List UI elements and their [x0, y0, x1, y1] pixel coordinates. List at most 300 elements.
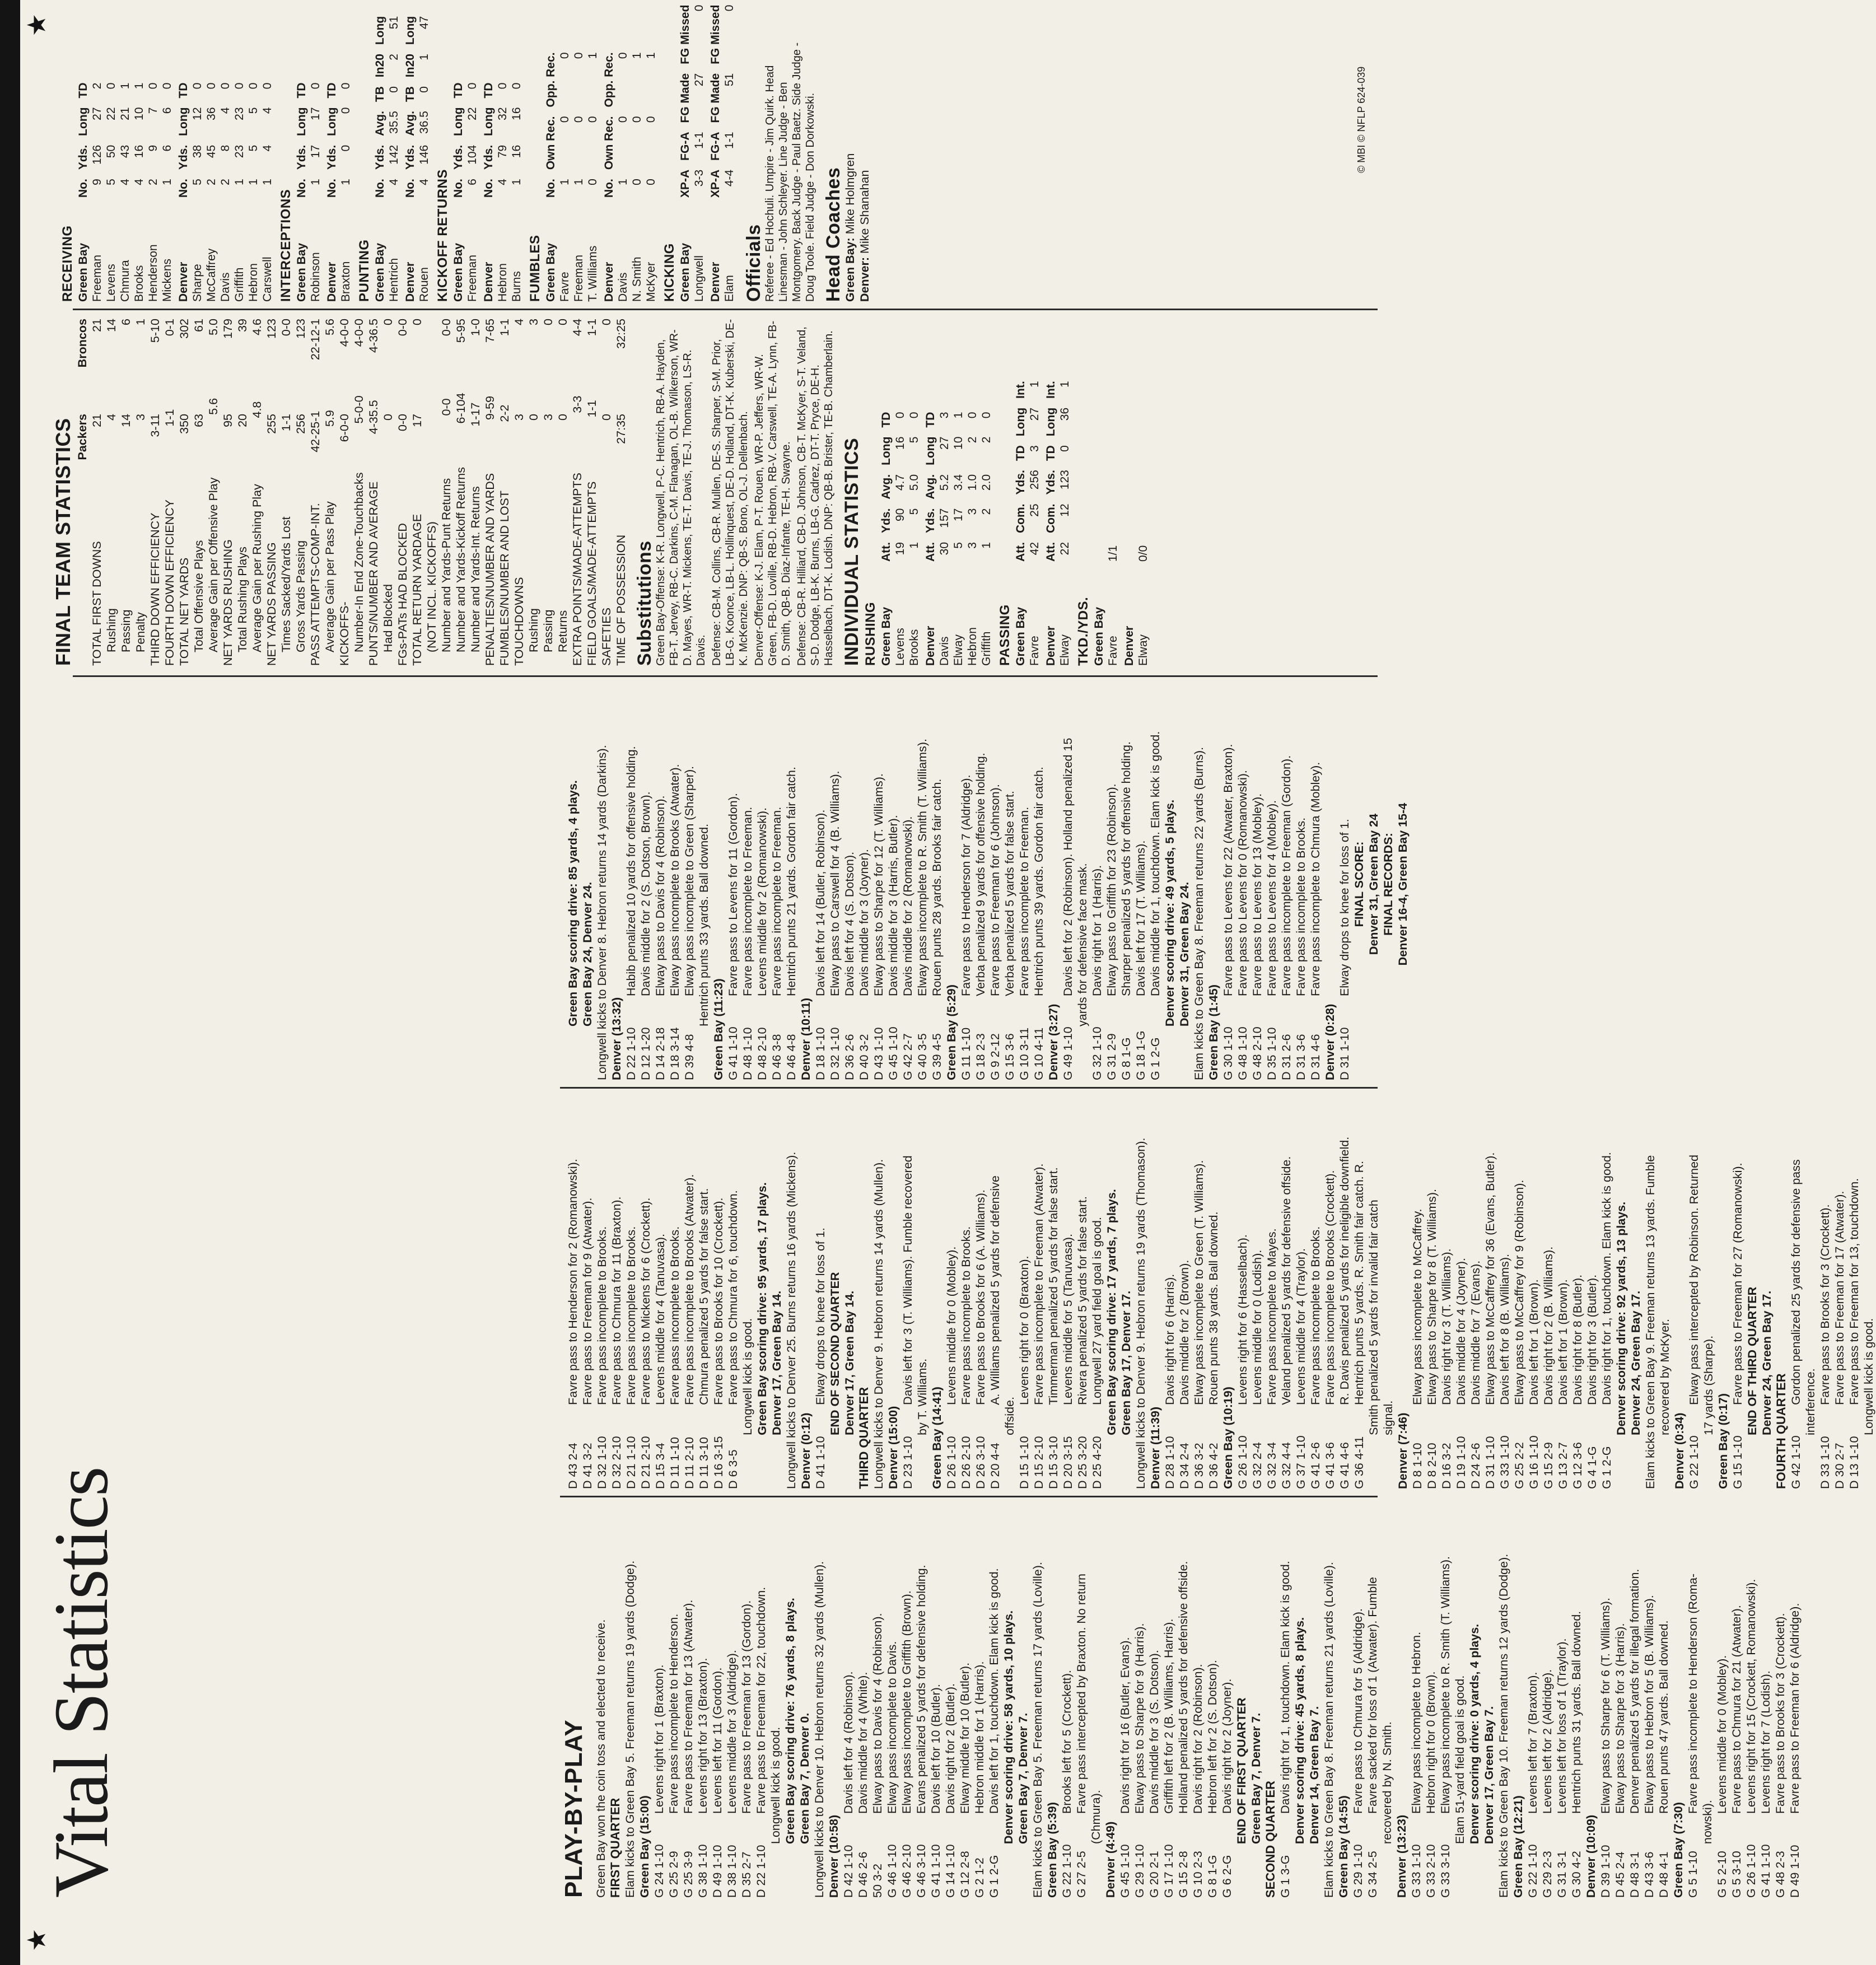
pbp-line: [755, 688, 769, 1080]
pbp-line: [784, 1097, 799, 1489]
column-header: Int.: [1044, 381, 1057, 399]
column-header: Att.: [880, 542, 893, 562]
pbp-down: D 26 1-10: [945, 1436, 958, 1489]
pbp-down: G 15 2-8: [1177, 1851, 1190, 1898]
pbp-text: Holland penalized 5 yards for defensive offside.: [1177, 1561, 1190, 1814]
pbp-down: G 16 1-10: [1527, 1435, 1541, 1489]
column-header: No.: [77, 179, 90, 198]
punting-heading: PUNTING: [357, 239, 372, 302]
table-row: [104, 80, 118, 302]
pbp-down: G 32 3-4: [1265, 1442, 1278, 1489]
stat-cell: 1.0: [966, 474, 979, 491]
pbp-down: G 1 2-G: [1600, 1446, 1613, 1489]
pbp-line: [1540, 1506, 1555, 1898]
pbp-text: Elway pass to McCaffrey for 9 (Robinson).: [1513, 1179, 1526, 1405]
fumbles-table: [544, 49, 600, 302]
stat-cell: 1: [631, 52, 643, 59]
pbp-down: D 19 1-10: [1454, 1436, 1468, 1489]
team-name: Denver: [404, 262, 417, 302]
pbp-down: G 10 3-11: [1018, 1027, 1031, 1080]
stat-cell: 0: [631, 179, 643, 185]
team-stat-label: Number and Yards-Int. Returns: [469, 486, 482, 652]
pbp-down: G 45 1-10: [1118, 1844, 1132, 1898]
stat-cell: 4: [388, 179, 400, 185]
pbp-line: [1396, 688, 1410, 1080]
pbp-text: Green Bay (15:00): [638, 1795, 651, 1898]
pbp-line: [1468, 1097, 1483, 1489]
stat-cell: 1: [617, 179, 629, 185]
pbp-text: Green Bay 17, Denver 17.: [1119, 1290, 1133, 1435]
team-name: Green Bay: [679, 242, 692, 302]
pbp-text: Elway pass incomplete to Green (Sharper).: [683, 766, 696, 996]
stat-cell: 0: [617, 52, 629, 59]
stat-cell: 1: [558, 179, 571, 185]
pbp-text: Denver (11:39): [1149, 1407, 1162, 1489]
pbp-line: [1745, 1097, 1760, 1489]
player-name: T. Williams: [586, 245, 599, 302]
player-name: McCaffrey: [205, 248, 218, 302]
stat-cell: 0: [894, 412, 907, 419]
player-name: Elway: [1058, 634, 1071, 666]
player-name: Favre: [558, 272, 571, 302]
pbp-text: Verba penalized 5 yards for false start.: [1003, 791, 1016, 996]
pbp-text: Davis right for 3 (T. Williams).: [1440, 1248, 1453, 1405]
pbp-down: G 17 1-10: [1162, 1844, 1175, 1898]
pbp-down: G 1 2-G: [987, 1855, 1001, 1898]
kickoff-returns-heading: KICKOFF RETURNS: [435, 169, 450, 302]
pbp-down: G 1 2-G: [1149, 1037, 1162, 1080]
team-stat-row: [614, 319, 628, 666]
pbp-down: D 43 1-10: [872, 1027, 885, 1080]
pbp-line: [624, 1097, 638, 1489]
pbp-down: D 16 3-2: [1440, 1443, 1453, 1489]
team-stat-row: [585, 319, 599, 666]
pbp-text: FOURTH QUARTER: [1774, 1373, 1788, 1489]
pbp-line: [1439, 1097, 1454, 1489]
stat-cell: 4: [418, 179, 431, 185]
pbp-text: Favre pass to Brooks for 3 (Crockett).: [1818, 1204, 1832, 1405]
stat-cell: 3: [966, 542, 979, 549]
rushing-heading: RUSHING: [863, 601, 878, 666]
pbp-text: Levens middle for 2 (Romanowski).: [755, 808, 769, 996]
pbp-down: D 26 3-10: [974, 1436, 987, 1489]
pbp-line: [623, 1506, 637, 1898]
player-name: Elway: [1137, 634, 1150, 666]
stat-cell: 0: [233, 82, 246, 90]
stats-right-column: [56, 4, 872, 302]
pbp-text: Davis left for 14 (Butler, Robinson).: [814, 809, 827, 996]
fumbles-heading: FUMBLES: [528, 235, 543, 302]
pbp-text: Favre pass incomplete to Freeman.: [770, 806, 783, 996]
star-icon: ★: [22, 1928, 51, 1952]
stat-cell: 36: [205, 107, 218, 120]
table-row: [951, 409, 965, 666]
pbp-text: Davis right for 3 (Butler).: [1585, 1275, 1599, 1405]
pbp-text: Elway drops to knee for loss of 1.: [1338, 819, 1351, 996]
pbp-text: THIRD QUARTER: [857, 1387, 871, 1489]
table-row: [965, 409, 979, 666]
pbp-line: [1818, 1097, 1832, 1489]
pbp-down: G 42 2-7: [901, 1033, 914, 1080]
team-stat-broncos: 4.6: [250, 319, 264, 335]
pbp-text: Elway pass incomplete to Green (T. Williams).: [1192, 1160, 1206, 1405]
pbp-down: D 42 1-10: [842, 1845, 855, 1898]
pbp-down: D 25 3-20: [1076, 1436, 1089, 1489]
table-row: [146, 80, 160, 302]
pbp-text: SECOND QUARTER: [1263, 1780, 1277, 1898]
pbp-down: G 32 2-4: [1250, 1442, 1264, 1489]
receiving-table: [176, 80, 274, 302]
pbp-down: D 36 2-6: [843, 1034, 856, 1080]
stat-cell: 1-1: [723, 132, 736, 149]
team-stat-row: [337, 319, 352, 666]
pbp-line: [638, 688, 653, 1080]
pbp-line: [696, 1506, 710, 1898]
pbp-down: G 29 1-10: [1351, 1844, 1365, 1898]
stat-cell: 1: [1028, 381, 1041, 388]
table-header: [325, 80, 339, 302]
pbp-text: Levens middle for 0 (Lodish).: [1250, 1249, 1264, 1405]
stat-cell: 5.2: [938, 474, 951, 491]
pbp-line: [1133, 1097, 1148, 1489]
column-header: Yds.: [325, 144, 338, 170]
kickoff-returns-table: [482, 80, 524, 302]
team-stat-broncos: 5.0: [207, 319, 220, 335]
pbp-down: D 48 2-10: [755, 1027, 769, 1080]
pbp-text: Denver scoring drive: 45 yards, 8 plays.: [1293, 1617, 1306, 1844]
pbp-line: [1249, 1506, 1263, 1898]
pbp-down: D 48 4-1: [1657, 1851, 1670, 1898]
team-stat-broncos: 0: [600, 319, 613, 325]
passing-table: [1044, 377, 1072, 666]
team-stat-row: [279, 319, 293, 666]
pbp-text: Levens middle for 5 (Tanuvasa).: [1061, 1234, 1075, 1405]
pbp-text: Favre pass to Chmura for 11 (Braxton).: [610, 1196, 623, 1405]
pbp-text: Hentrich punts 33 yards. Ball downed.: [697, 823, 711, 1026]
rushing-table: [923, 409, 993, 666]
column-divider: [560, 1496, 1378, 1497]
pbp-down: D 40 3-2: [857, 1034, 871, 1080]
pbp-text: Denver (0:34): [1673, 1412, 1686, 1489]
player-name: Hebron: [247, 263, 260, 302]
pbp-line: [1045, 1506, 1060, 1898]
stat-cell: 1: [133, 82, 146, 90]
pbp-line: [958, 1506, 972, 1898]
pbp-text: Levens right for 13 (Braxton).: [696, 1658, 710, 1814]
pbp-line: [1789, 1097, 1803, 1489]
team-stat-row: [424, 319, 439, 666]
pbp-line: [828, 1097, 842, 1489]
stat-cell: 0: [309, 82, 322, 90]
team-stat-row: [293, 319, 308, 666]
team-stat-row: [410, 319, 424, 666]
team-stat-row: [104, 319, 119, 666]
player-name: Davis: [219, 272, 232, 302]
pbp-down: D 43 2-4: [566, 1443, 580, 1489]
pbp-down: G 26 1-10: [1744, 1844, 1758, 1898]
column-header: Yds.: [924, 508, 937, 533]
pbp-text: yards for defensive face mask.: [1076, 863, 1089, 1026]
player-name: Longwell: [693, 255, 706, 302]
stat-cell: 16: [894, 436, 907, 450]
team-stat-broncos: 179: [221, 319, 235, 339]
pbp-text: Denver (10:11): [799, 998, 813, 1080]
team-stat-broncos: 3: [527, 319, 540, 325]
pbp-down: D 13 1-10: [1847, 1436, 1861, 1489]
column-header: Long: [177, 107, 190, 136]
pbp-line: [1773, 1506, 1788, 1898]
pbp-text: Davis left for 1, touchdown. Elam kick is good.: [987, 1568, 1001, 1814]
pbp-down: D 20 4-4: [988, 1443, 1002, 1489]
head-coaches-heading: Head Coaches: [823, 167, 844, 302]
pbp-down: G 11 1-10: [959, 1027, 973, 1080]
team-stat-row: [381, 319, 395, 666]
pbp-down: D 11 3-10: [697, 1437, 711, 1489]
table-row: [630, 49, 644, 302]
column-header: Opp. Rec.: [603, 52, 615, 108]
pbp-line: [1221, 1097, 1235, 1489]
team-stat-packers: 17: [410, 414, 424, 427]
table-row: [558, 49, 572, 302]
stat-cell: 1: [247, 179, 260, 185]
team-stat-row: [497, 319, 512, 666]
pbp-down: D 35 1-10: [1265, 1027, 1278, 1080]
team-stat-row: [148, 319, 162, 666]
table-row: [90, 80, 104, 302]
stat-cell: 0: [586, 116, 599, 123]
tkd-heading: TKD./YDS.: [1076, 596, 1091, 666]
pbp-line: [988, 1097, 1002, 1489]
table-row: [496, 80, 510, 302]
column-header: TD: [452, 82, 465, 99]
pbp-down: G 36 4-11: [1352, 1436, 1366, 1489]
column-header: FG-A: [679, 132, 692, 161]
pbp-text: Davis right for 1, touchdown. Elam kick is good.: [1278, 1561, 1292, 1814]
player-name: Hebron: [496, 263, 509, 302]
team-name: Green Bay: [452, 242, 465, 302]
stat-cell: 1: [119, 82, 132, 90]
pbp-down: D 21 1-10: [624, 1436, 638, 1489]
pbp-line: [959, 688, 973, 1080]
pbp-text: Levens right for 6 (Hasselbach).: [1236, 1234, 1249, 1405]
team-stat-broncos: 5-10: [148, 319, 162, 343]
stat-cell: 5: [105, 179, 118, 185]
team-stat-packers: 3: [134, 414, 147, 421]
pbp-text: Favre pass to Freeman for 17 (Atwater).: [1833, 1191, 1846, 1405]
table-header: [176, 80, 190, 302]
team-stat-packers: 6-104: [454, 393, 468, 424]
table-row: [572, 49, 586, 302]
substitutions-heading: Substitutions: [634, 540, 655, 666]
team-stat-row: [352, 319, 366, 666]
team-stat-packers: 3-3: [571, 395, 584, 413]
pbp-line: [697, 688, 711, 1080]
pbp-text: Favre pass incomplete to Mayes.: [1265, 1228, 1278, 1405]
pbp-down: G 5 3-10: [1730, 1851, 1743, 1898]
team-stat-packers: 0: [381, 414, 395, 421]
pbp-text: Elam kicks to Green Bay 5. Freeman returns 17 yards (Loville).: [1031, 1562, 1044, 1898]
team-stat-broncos: 0: [381, 319, 395, 325]
pbp-text: Denver 17, Green Bay 7.: [1482, 1706, 1496, 1844]
column-header: No.: [404, 179, 417, 198]
pbp-line: [827, 1506, 841, 1898]
pbp-line: [711, 1097, 726, 1489]
pbp-line: [1337, 688, 1352, 1080]
punting-table: [403, 13, 431, 302]
pbp-text: Elam kicks to Green Bay 8. Freeman returns 22 yards (Burns).: [1192, 746, 1206, 1080]
pbp-down: G 39 4-5: [930, 1033, 944, 1080]
team-stat-packers: 1-1: [163, 409, 176, 427]
team-stat-packers: 350: [178, 414, 191, 434]
pbp-down: D 31 2-6: [1280, 1034, 1293, 1080]
pbp-text: Elway pass incomplete to Brooks (Atwater).: [668, 764, 682, 996]
stat-cell: 27: [938, 436, 951, 450]
pbp-text: Levens middle for 0 (Mobley).: [1715, 1655, 1729, 1814]
pbp-text: Green Bay 7, Denver 0.: [798, 1712, 811, 1844]
column-header: Long: [404, 16, 417, 45]
pbp-down: G 45 1-10: [886, 1026, 900, 1080]
column-header: TD: [325, 82, 338, 99]
pbp-text: Denver (7:46): [1396, 1412, 1410, 1489]
pbp-line: [726, 688, 740, 1080]
column-header: Yds.: [177, 144, 190, 170]
column-header: TD: [177, 82, 190, 99]
team-stat-broncos: 0: [410, 319, 424, 325]
pbp-text: Denver 31, Green Bay 24.: [1178, 881, 1191, 1026]
team-stat-packers: 20: [236, 414, 249, 427]
pbp-line: [725, 1506, 739, 1898]
column-header: Yds.: [482, 144, 495, 170]
pbp-text: Elway middle for 10 (Butler).: [958, 1662, 972, 1814]
team-stat-label: FGs-PATs HAD BLOCKED: [396, 523, 409, 666]
team-stat-label: Total Offensive Plays: [192, 540, 206, 652]
team-stat-broncos: 1: [134, 319, 147, 325]
team-stat-broncos: 4: [512, 319, 526, 325]
pbp-text: Hentrich punts 39 yards. Gordon fair catch.: [1032, 767, 1046, 996]
pbp-down: D 49 1-10: [1788, 1845, 1802, 1898]
table-header: [373, 13, 387, 302]
player-name: Elam: [723, 275, 736, 302]
pbp-line: [595, 688, 609, 1080]
column-divider: [73, 309, 1378, 310]
pbp-down: D 45 2-4: [1613, 1851, 1627, 1898]
pbp-down: G 2 1-2: [973, 1857, 986, 1898]
pbp-text: Green Bay (0:17): [1716, 1393, 1730, 1489]
team-stat-label: EXTRA POINTS/MADE-ATTEMPTS: [571, 473, 584, 666]
pbp-down: D 39 4-8: [683, 1034, 696, 1080]
column-divider: [560, 1087, 1378, 1089]
pbp-text: Favre pass incomplete to Brooks.: [1294, 817, 1308, 996]
team-stat-broncos: 21: [90, 319, 104, 332]
stat-cell: 6: [161, 144, 174, 152]
pbp-line: [754, 1506, 768, 1898]
table-header: [76, 80, 90, 302]
pbp-down: G 33 3-10: [1439, 1844, 1452, 1898]
tkd-table: [1122, 542, 1150, 666]
pbp-text: Elway pass incomplete to McCaffrey.: [1411, 1208, 1424, 1405]
pbp-line: [769, 688, 784, 1080]
team-stat-packers: 2-2: [498, 404, 511, 422]
pbp-line: [1585, 1097, 1599, 1489]
pbp-text: Elway pass incomplete to Griffith (Brown).: [900, 1590, 913, 1814]
pbp-line: [1001, 1506, 1016, 1898]
player-name: Henderson: [147, 244, 160, 302]
stat-cell: 42: [1028, 542, 1041, 556]
team-stat-label: Times Sacked/Yards Lost: [279, 516, 293, 652]
table-row: [232, 80, 246, 302]
pbp-down: G 48 2-10: [1250, 1026, 1264, 1080]
pbp-down: D 8 2-10: [1425, 1443, 1439, 1489]
pbp-down: G 8 1-G: [1206, 1855, 1219, 1898]
team-stat-broncos: 0-0: [440, 319, 453, 337]
pbp-text: Denver (0:28): [1323, 1003, 1337, 1080]
pbp-down: D 28 1-10: [1163, 1436, 1177, 1489]
column-header: Int.: [1014, 381, 1027, 399]
pbp-text: Favre pass to Levens for 0 (Romanowski).: [1236, 770, 1249, 996]
pbp-text: (Chmura).: [1089, 1790, 1103, 1844]
pbp-down: G 10 4-11: [1032, 1027, 1046, 1080]
pbp-text: nowski).: [1701, 1800, 1714, 1844]
pbp-line: [580, 688, 595, 1080]
pbp-line: [608, 1506, 623, 1898]
table-row: [586, 49, 600, 302]
pbp-text: Favre pass to Mickens for 6 (Crockett).: [639, 1197, 652, 1405]
pbp-text: Denver 17, Green Bay 14.: [843, 1290, 856, 1435]
pbp-text: Davis right for 8 (Butler).: [1571, 1275, 1584, 1405]
stat-cell: 4: [133, 179, 146, 185]
column-header: No.: [452, 179, 465, 198]
pbp-text: Davis right for 2 (B. Williams).: [1542, 1246, 1555, 1405]
team-stat-broncos: 4-36.5: [367, 319, 380, 353]
pbp-text: Davis middle for 2 (Romanowski).: [901, 816, 914, 996]
team-stat-label: Average Gain per Pass Play: [323, 501, 337, 652]
stat-cell: 0: [645, 116, 657, 123]
stat-cell: 0: [161, 82, 174, 90]
pbp-line: [1658, 1097, 1672, 1489]
pbp-line: [797, 1506, 812, 1898]
player-name: Brooks: [908, 629, 921, 666]
pbp-text: Green Bay (7:30): [1672, 1802, 1685, 1898]
pbp-line: [1352, 688, 1366, 1080]
pbp-text: Davis right for 16 (Butler, Evans).: [1118, 1637, 1132, 1814]
pbp-line: [1744, 1506, 1758, 1898]
pbp-down: G 22 1-10: [1060, 1844, 1074, 1898]
team-name: Green Bay: [1093, 606, 1105, 666]
pbp-line: [1177, 688, 1192, 1080]
team-stat-broncos: 0-0: [396, 319, 409, 337]
pbp-line: [899, 1506, 914, 1898]
pbp-line: [1381, 688, 1396, 1080]
pbp-line: [1366, 1097, 1381, 1489]
pbp-down: G 12 3-6: [1571, 1442, 1584, 1489]
stat-cell: 1: [1058, 381, 1071, 388]
table-header: [403, 13, 417, 302]
team-stat-packers: 14: [119, 414, 133, 427]
stat-cell: 4: [119, 179, 132, 185]
pbp-down: 50 3-2: [871, 1864, 884, 1898]
pbp-line: [1148, 688, 1163, 1080]
team-stat-label: PENALTIES/NUMBER AND YARDS: [483, 473, 497, 666]
pbp-text: Gordon penalized 25 yards for defensive pass: [1789, 1159, 1803, 1405]
pbp-text: offside.: [1003, 1397, 1016, 1435]
player-name: Favre: [1028, 636, 1041, 666]
column-header: Long: [374, 16, 386, 45]
stat-cell: 0: [510, 82, 523, 90]
pbp-line: [1148, 1097, 1163, 1489]
passing-table: [1014, 377, 1042, 666]
stat-cell: 2: [205, 179, 218, 185]
stat-cell: 2: [388, 54, 400, 60]
